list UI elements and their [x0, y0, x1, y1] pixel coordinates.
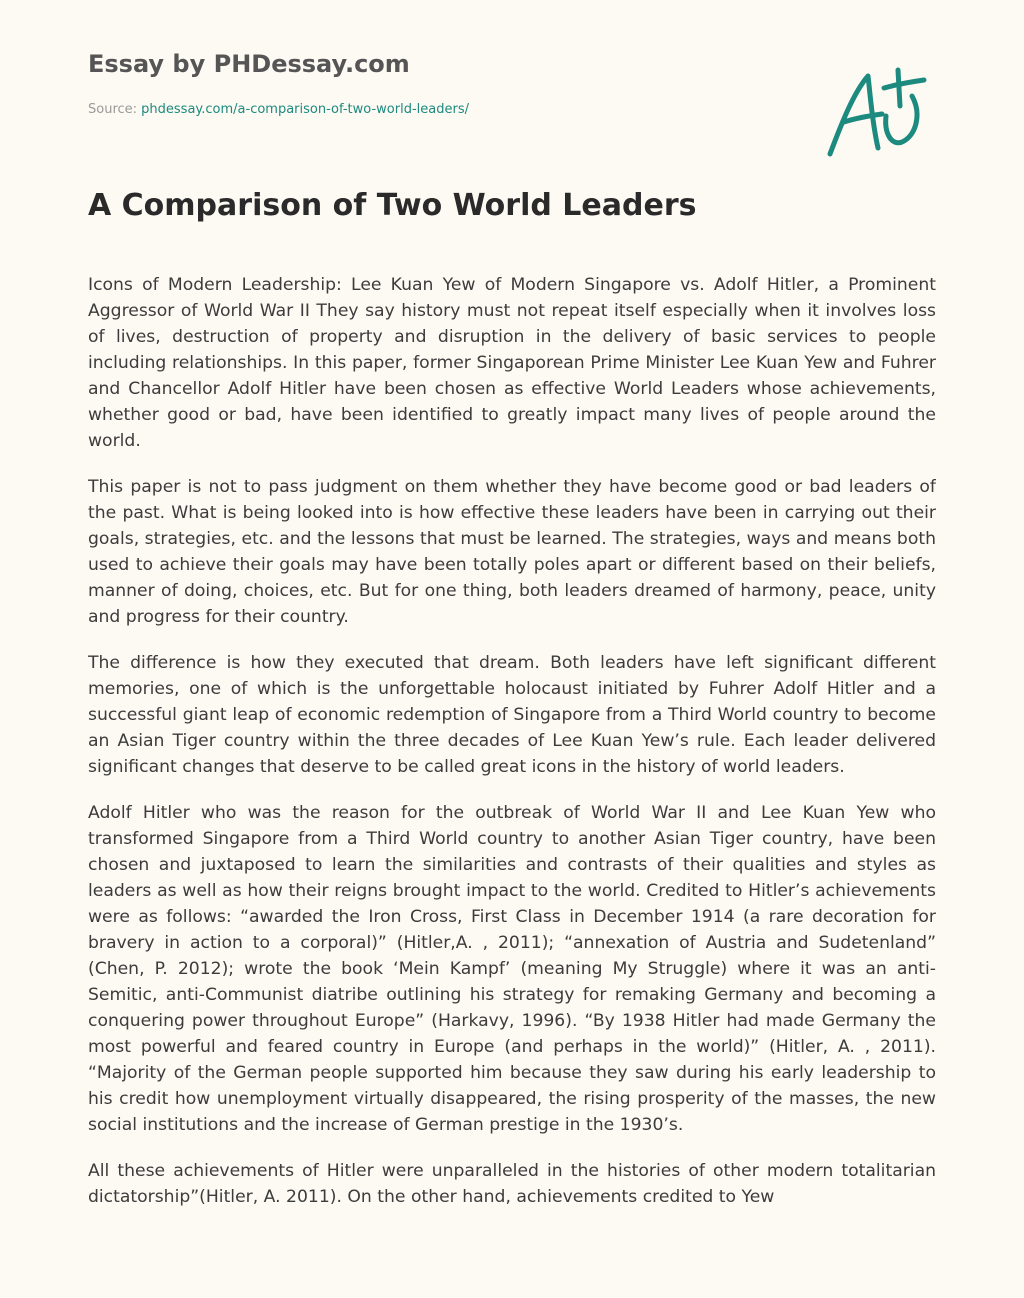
source-label: Source:: [88, 102, 142, 117]
a-plus-logo-icon: [820, 62, 930, 162]
site-brand: Essay by PHDessay.com: [88, 50, 410, 78]
paragraph: The difference is how they executed that dream. Both leaders have left significant different memories, one of which is the unforgettable holocaust initiated by Fuhrer Adolf Hitler and a successful giant leap of economic redemption of Singapore from a Third World country to become an Asian Tiger country within the three decades of Lee Kuan Yew’s rule. Each leader delivered significant changes that deserve to be called great icons in the history of world leaders.: [88, 653, 936, 777]
paragraph: Icons of Modern Leadership: Lee Kuan Yew of Modern Singapore vs. Adolf Hitler, a Prominent Aggressor of World War II They say history must not repeat itself especially when it involves loss of lives, destruction of property and disruption in the delivery of basic services to people including relationships. In this paper, former Singaporean Prime Minister Lee Kuan Yew and Fuhrer and Chancellor Adolf Hitler have been chosen as effective World Leaders whose achievements, whether good or bad, have been identified to greatly impact many lives of people around the world.: [88, 275, 936, 451]
source-link[interactable]: phdessay.com/a-comparison-of-two-world-leaders/: [141, 102, 469, 117]
essay-body: [88, 272, 936, 1252]
essay-title: A Comparison of Two World Leaders: [88, 188, 697, 223]
paragraph: All these achievements of Hitler were unparalleled in the histories of other modern totalitarian dictatorship”(Hitler, A. 2011). On the other hand, achievements credited to Yew: [88, 1161, 936, 1207]
paragraph: Adolf Hitler who was the reason for the outbreak of World War II and Lee Kuan Yew who transformed Singapore from a Third World country to another Asian Tiger country, have been chosen and juxtaposed to learn the similarities and contrasts of their qualities and styles as leaders as well as how their reigns brought impact to the world. Credited to Hitler’s achievements were as follows: “awarded the Iron Cross, First Class in December 1914 (a rare decoration for bravery in action to a corporal)” (Hitler,A. , 2011); “annexation of Austria and Sudetenland” (Chen, P. 2012); wrote the book ‘Mein Kampf’ (meaning My Struggle) where it was an anti-Semitic, anti-Communist diatribe outlining his strategy for remaking Germany and becoming a conquering power throughout Europe” (Harkavy, 1996). “By 1938 Hitler had made Germany the most powerful and feared country in Europe (and perhaps in the world)” (Hitler, A. , 2011). “Majority of the German people supported him because they saw during his early leadership to his credit how unemployment virtually disappeared, the rising prosperity of the masses, the new social institutions and the increase of German prestige in the 1930’s.: [88, 803, 936, 1135]
paragraph: This paper is not to pass judgment on them whether they have become good or bad leaders of the past. What is being looked into is how effective these leaders have been in carrying out their goals, strategies, etc. and the lessons that must be learned. The strategies, ways and means both used to achieve their goals may have been totally poles apart or different based on their beliefs, manner of doing, choices, etc. But for one thing, both leaders dreamed of harmony, peace, unity and progress for their country.: [88, 477, 936, 627]
source-line: [88, 102, 469, 117]
